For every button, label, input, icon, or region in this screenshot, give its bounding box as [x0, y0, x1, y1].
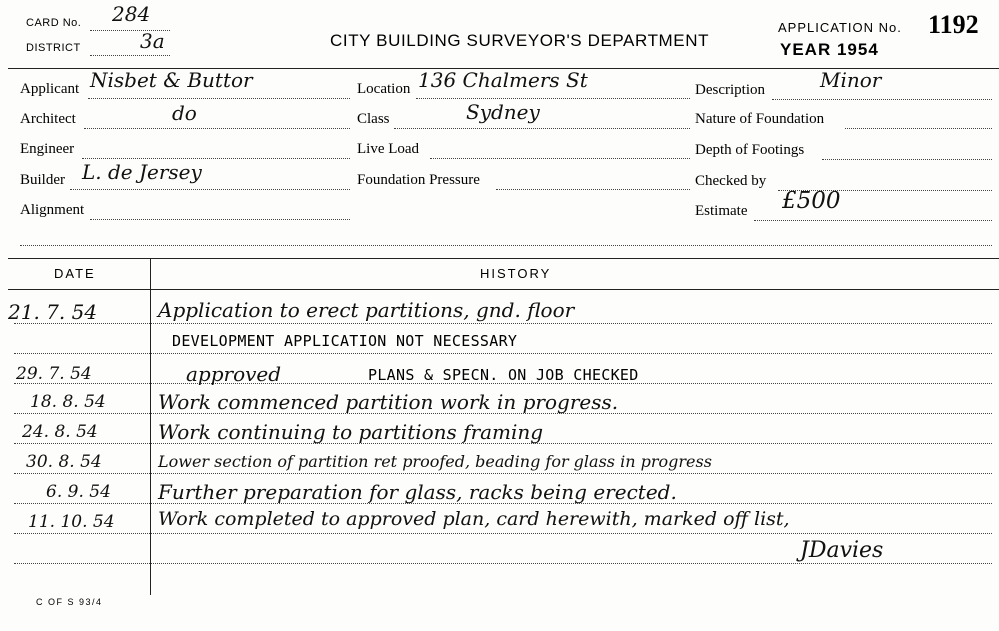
depth-of-footings-line [822, 159, 992, 160]
spare-line [20, 245, 992, 246]
alignment-label: Alignment [20, 202, 85, 218]
form-code: C OF S 93/4 [36, 597, 103, 607]
class-label: Class [357, 111, 390, 127]
architect-line [84, 128, 350, 129]
date-header: DATE [54, 266, 96, 281]
builder-line [70, 189, 350, 190]
class-line [394, 128, 690, 129]
builder-value: L. de Jersey [82, 160, 202, 184]
history-date: 21. 7. 54 [8, 300, 98, 324]
district-label: DISTRICT [26, 42, 81, 54]
application-no-label: APPLICATION No. [778, 20, 902, 35]
history-entry: Lower section of partition ret proofed, beading for glass in progress [158, 452, 712, 471]
description-line [772, 99, 992, 100]
foundation-pressure-label: Foundation Pressure [357, 172, 480, 188]
table-top-rule [8, 258, 999, 259]
date-column-divider [150, 258, 151, 595]
architect-value: do [172, 101, 197, 125]
foundation-pressure-line [496, 189, 690, 190]
class-value: Sydney [466, 100, 540, 124]
signature: JDavies [800, 538, 884, 563]
history-entry: Further preparation for glass, racks being erected. [158, 480, 677, 504]
table-header-rule [8, 289, 999, 290]
description-value: Minor [820, 68, 882, 92]
nature-of-foundation-label: Nature of Foundation [695, 111, 825, 127]
location-line [416, 98, 690, 99]
history-date: 11. 10. 54 [28, 512, 115, 532]
estimate-line [754, 220, 992, 221]
alignment-line [90, 219, 350, 220]
builder-label: Builder [20, 172, 65, 188]
history-date: 24. 8. 54 [22, 422, 98, 442]
history-entry: Work completed to approved plan, card herewith, marked off list, [158, 508, 790, 530]
history-entry: Work continuing to partitions framing [158, 420, 544, 444]
card-no-label: CARD No. [26, 17, 82, 29]
architect-label: Architect [20, 111, 76, 127]
engineer-label: Engineer [20, 141, 75, 157]
description-label: Description [695, 82, 765, 98]
card-no-value: 284 [112, 2, 151, 26]
checked-by-label: Checked by [695, 173, 767, 189]
district-line [90, 55, 170, 56]
row-line [14, 323, 992, 324]
history-date: 6. 9. 54 [46, 482, 111, 502]
history-date: 18. 8. 54 [30, 392, 106, 412]
engineer-line [82, 158, 350, 159]
location-label: Location [357, 81, 411, 97]
district-value: 3a [140, 29, 165, 53]
location-value: 136 Chalmers St [418, 68, 588, 92]
year-label: YEAR 1954 [780, 40, 879, 59]
history-date: 29. 7. 54 [16, 364, 92, 384]
row-line [14, 473, 992, 474]
history-date: 30. 8. 54 [26, 452, 102, 472]
estimate-value: £500 [782, 188, 841, 214]
department-title: CITY BUILDING SURVEYOR'S DEPARTMENT [330, 31, 710, 50]
applicant-line [88, 98, 350, 99]
nature-of-foundation-line [845, 128, 992, 129]
row-line [14, 533, 992, 534]
live-load-line [430, 158, 690, 159]
live-load-label: Live Load [357, 141, 420, 157]
applicant-label: Applicant [20, 81, 80, 97]
history-entry: Application to erect partitions, gnd. floor [158, 298, 575, 322]
estimate-label: Estimate [695, 203, 748, 219]
development-stamp: DEVELOPMENT APPLICATION NOT NECESSARY [172, 332, 518, 350]
history-header: HISTORY [480, 266, 552, 281]
application-no-value: 1192 [928, 10, 979, 39]
history-entry: approved [186, 362, 282, 386]
history-entry: Work commenced partition work in progress. [158, 390, 619, 414]
plans-checked-stamp: PLANS & SPECN. ON JOB CHECKED [368, 366, 639, 384]
applicant-value: Nisbet & Buttor [90, 68, 253, 92]
row-line [14, 563, 992, 564]
depth-of-footings-label: Depth of Footings [695, 142, 805, 158]
row-line [14, 353, 992, 354]
